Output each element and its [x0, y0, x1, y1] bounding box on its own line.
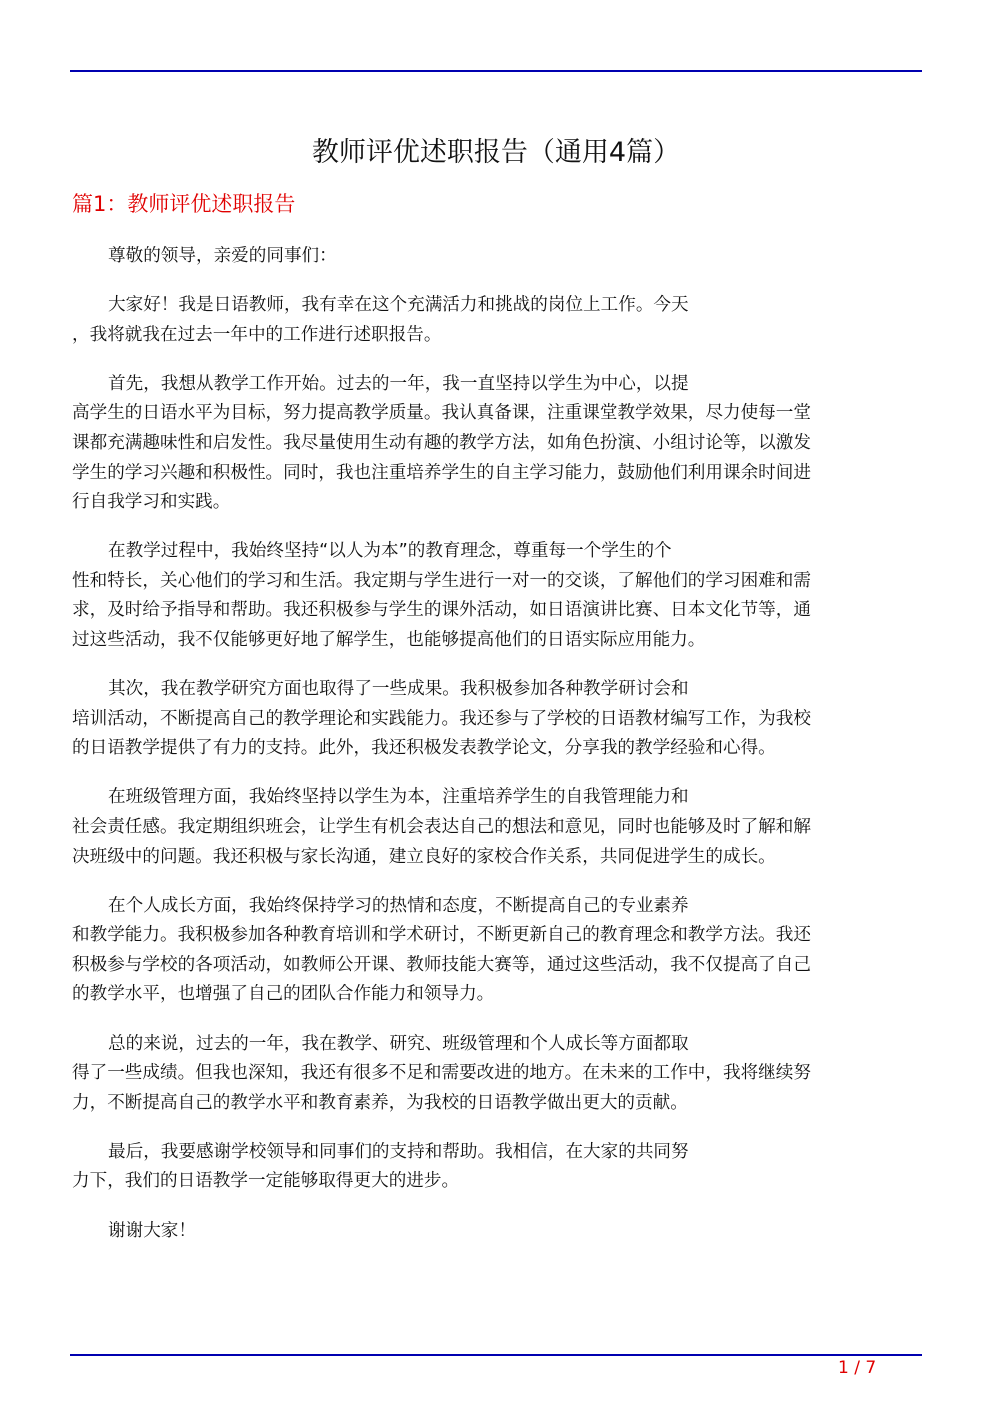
text-line: 课都充满趣味性和启发性。我尽量使用生动有趣的教学方法，如角色扮演、小组讨论等，以激发 [72, 432, 811, 453]
section-heading: 篇1：教师评优述职报告 [72, 192, 296, 216]
header-rule [70, 70, 922, 72]
paragraph [72, 892, 917, 1010]
text-line: 大家好！我是日语教师，我有幸在这个充满活力和挑战的岗位上工作。今天 [108, 295, 689, 316]
paragraph [72, 783, 917, 872]
paragraph [72, 537, 917, 655]
text-line: 高学生的日语水平为目标，努力提高教学质量。我认真备课，注重课堂教学效果，尽力使每一堂 [72, 403, 811, 424]
text-line: 求，及时给予指导和帮助。我还积极参与学生的课外活动，如日语演讲比赛、日本文化节等，通 [72, 600, 811, 621]
text-line: 在教学过程中，我始终坚持“以人为本”的教育理念，尊重每一个学生的个 [108, 541, 672, 562]
paragraph [72, 370, 917, 518]
text-line: 总的来说，过去的一年，我在教学、研究、班级管理和个人成长等方面都取 [108, 1033, 689, 1054]
text-line: 最后，我要感谢学校领导和同事们的支持和帮助。我相信，在大家的共同努 [108, 1141, 689, 1162]
text-line: 其次，我在教学研究方面也取得了一些成果。我积极参加各种教学研讨会和 [108, 679, 689, 700]
text-line: 学生的学习兴趣和积极性。同时，我也注重培养学生的自主学习能力，鼓励他们利用课余时间进 [72, 462, 811, 483]
text-line: 谢谢大家！ [108, 1220, 196, 1241]
text-line: 过这些活动，我不仅能够更好地了解学生，也能够提高他们的日语实际应用能力。 [72, 630, 706, 651]
paragraph [72, 1030, 917, 1119]
text-line: 尊敬的领导，亲爱的同事们： [108, 246, 337, 266]
text-line: 决班级中的问题。我还积极与家长沟通，建立良好的家校合作关系，共同促进学生的成长。 [72, 846, 776, 867]
text-line: 积极参与学校的各项活动，如教师公开课、教师技能大赛等，通过这些活动，我不仅提高了自己 [72, 954, 811, 975]
text-line: 培训活动，不断提高自己的教学理论和实践能力。我还参与了学校的日语教材编写工作，为我校 [72, 708, 811, 729]
text-line: 的教学水平，也增强了自己的团队合作能力和领导力。 [72, 984, 495, 1005]
paragraph [72, 291, 917, 350]
paragraph [72, 1138, 917, 1197]
text-line: 力下，我们的日语教学一定能够取得更大的进步。 [72, 1171, 460, 1192]
text-line: 在班级管理方面，我始终坚持以学生为本，注重培养学生的自我管理能力和 [108, 787, 689, 808]
footer-rule [70, 1354, 922, 1356]
document-title: 教师评优述职报告（通用4篇） [311, 137, 681, 168]
text-line: 社会责任感。我定期组织班会，让学生有机会表达自己的想法和意见，同时也能够及时了解和解 [72, 817, 811, 837]
text-line: 力，不断提高自己的教学水平和教育素养，为我校的日语教学做出更大的贡献。 [72, 1092, 688, 1113]
paragraph [72, 675, 917, 764]
document-body [72, 242, 917, 1266]
text-line: 性和特长，关心他们的学习和生活。我定期与学生进行一对一的交谈，了解他们的学习困难和需 [72, 570, 811, 591]
text-line: 和教学能力。我积极参加各种教育培训和学术研讨，不断更新自己的教育理念和教学方法。我还 [72, 925, 811, 946]
text-line: 行自我学习和实践。 [72, 492, 231, 513]
page-indicator: 1 / 7 [838, 1358, 877, 1378]
text-line: 在个人成长方面，我始终保持学习的热情和态度，不断提高自己的专业素养 [108, 895, 689, 916]
text-line: 的日语教学提供了有力的支持。此外，我还积极发表教学论文，分享我的教学经验和心得。 [72, 738, 776, 759]
paragraph [72, 1217, 917, 1247]
paragraph [72, 242, 917, 272]
text-line: 得了一些成绩。但我也深知，我还有很多不足和需要改进的地方。在未来的工作中，我将继续努 [72, 1063, 811, 1084]
text-line: ，我将就我在过去一年中的工作进行述职报告。 [72, 324, 442, 345]
text-line: 首先，我想从教学工作开始。过去的一年，我一直坚持以学生为中心，以提 [108, 373, 689, 394]
